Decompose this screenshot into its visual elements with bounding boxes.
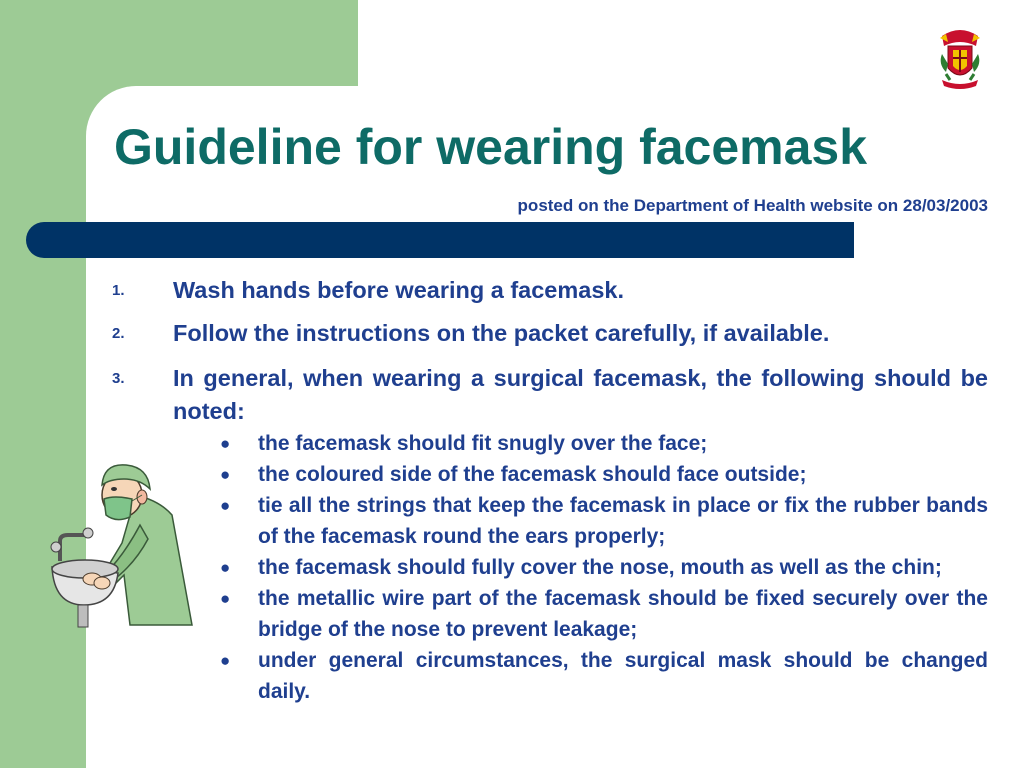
bullet-text: the metallic wire part of the facemask should be fixed securely over the bridge of the nose to prevent leakage; [258, 587, 988, 641]
slide-subtitle: posted on the Department of Health website on 28/03/2003 [517, 196, 988, 215]
step-text: In general, when wearing a surgical facemask, the following should be noted: [173, 365, 988, 424]
list-item [214, 583, 988, 645]
bullet-icon: ● [220, 465, 231, 484]
step-number: 1. [112, 282, 125, 299]
list-item [214, 490, 988, 552]
bullet-text: under general circumstances, the surgical mask should be changed daily. [258, 649, 988, 703]
note-bullet-list [214, 428, 988, 707]
bullet-text: tie all the strings that keep the facemask in place or fix the rubber bands of the facemask round the ears properly; [258, 494, 988, 548]
bullet-icon: ● [220, 434, 231, 453]
background-green-strip [0, 0, 86, 768]
coat-of-arms-icon [936, 24, 984, 92]
bullet-text: the facemask should fit snugly over the face; [258, 432, 708, 455]
bullet-text: the coloured side of the facemask should face outside; [258, 463, 807, 486]
bullet-icon: ● [220, 496, 231, 515]
bullet-text: the facemask should fully cover the nose, mouth as well as the chin; [258, 556, 942, 579]
title-divider-bar [26, 222, 854, 258]
step-number: 3. [112, 370, 125, 387]
step-text: Follow the instructions on the packet carefully, if available. [173, 320, 830, 346]
step-number: 2. [112, 325, 125, 342]
bullet-icon: ● [220, 589, 231, 608]
handwashing-doctor-illustration [44, 455, 200, 635]
list-item [214, 428, 988, 459]
bullet-icon: ● [220, 558, 231, 577]
list-item [214, 459, 988, 490]
step-text: Wash hands before wearing a facemask. [173, 277, 625, 303]
slide-title: Guideline for wearing facemask [114, 119, 868, 175]
list-item [214, 552, 988, 583]
bullet-icon: ● [220, 651, 231, 670]
list-item [214, 645, 988, 707]
